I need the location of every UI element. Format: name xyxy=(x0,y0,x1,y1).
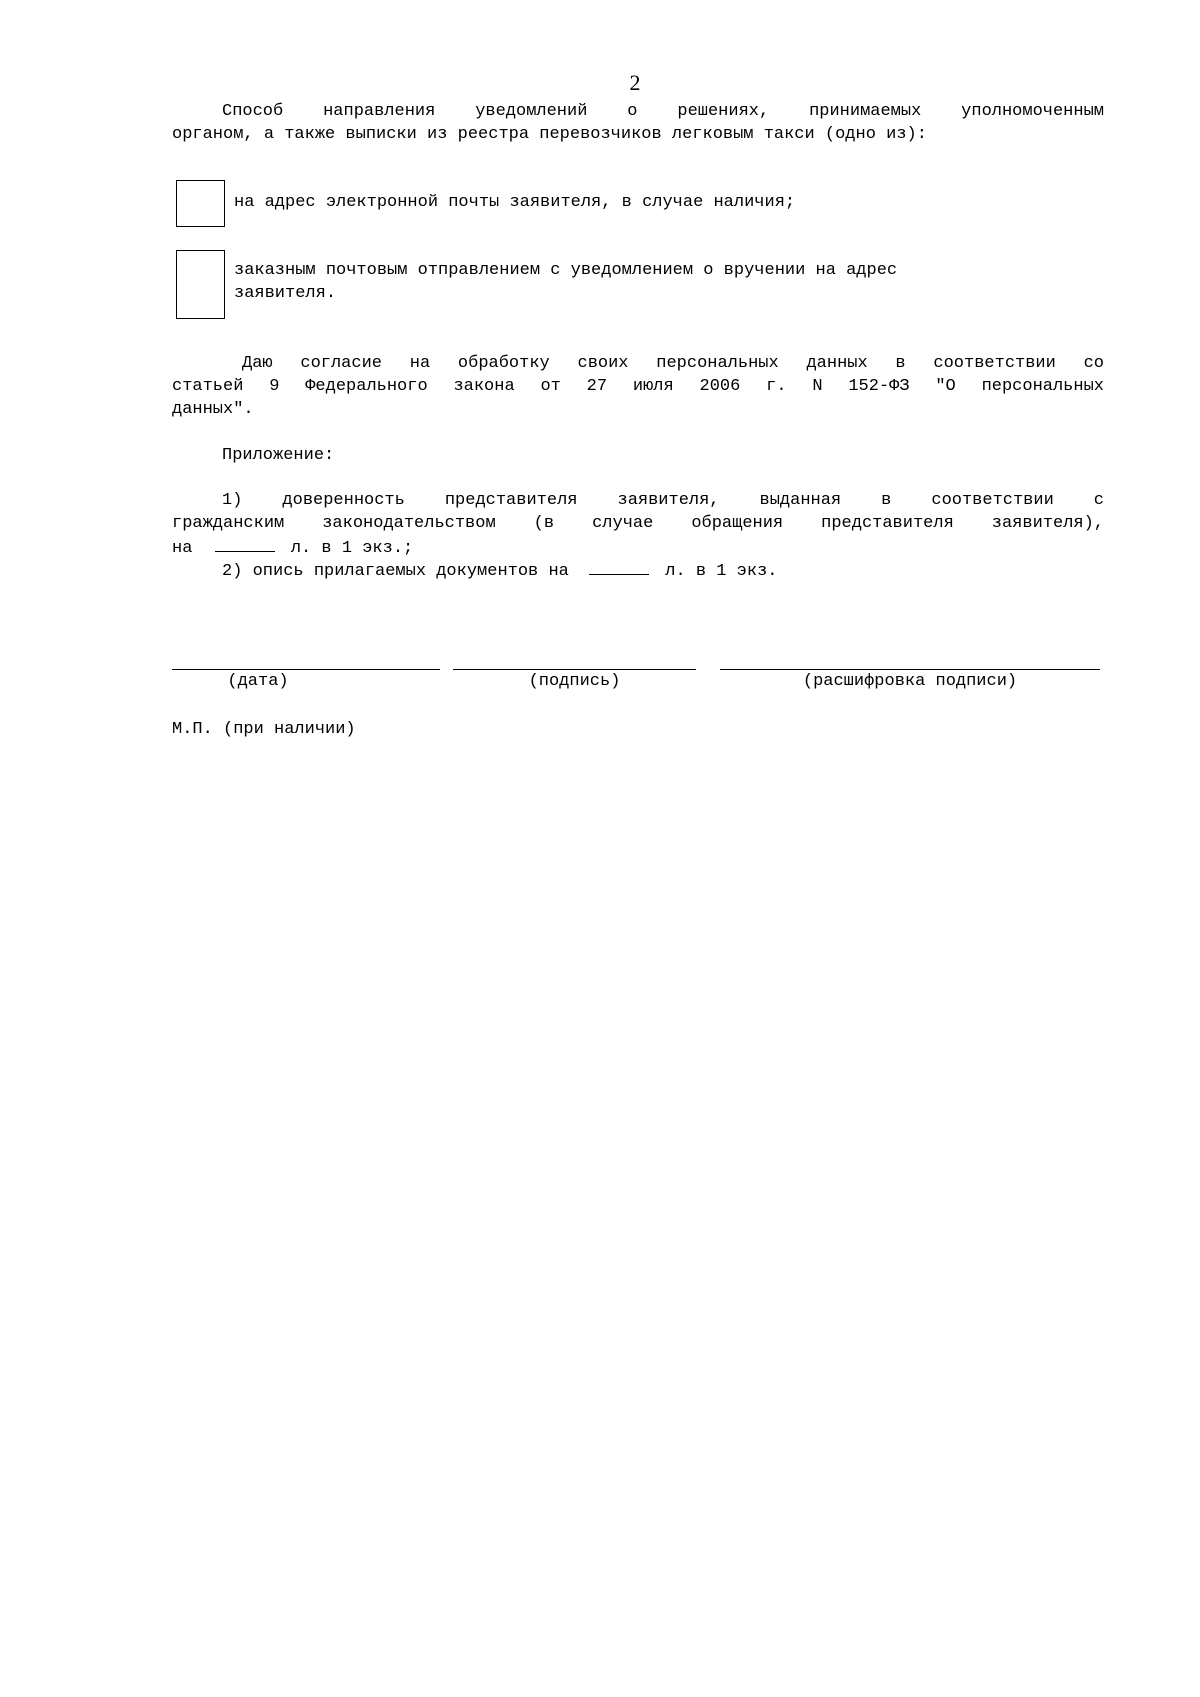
date-label: (дата) xyxy=(227,672,289,691)
delivery-method-intro xyxy=(172,100,1104,146)
signature-line[interactable] xyxy=(453,669,696,670)
consent-line-1: Даю согласие на обработку своих персональных данных в соответствии со xyxy=(242,354,1104,373)
attachment-item-1-suffix: л. в 1 экз.; xyxy=(290,539,414,558)
date-line[interactable] xyxy=(172,669,440,670)
consent-line-2: статьей 9 Федерального закона от 27 июля 2006 г. N 152-ФЗ "О персональных xyxy=(172,377,1104,396)
attachment-item-1-line-1: 1) доверенность представителя заявителя, выданная в соответствии с xyxy=(222,491,1104,510)
consent-paragraph xyxy=(172,352,1104,421)
delivery-intro-line-2: органом, а также выписки из реестра перевозчиков легковым такси (одно из): xyxy=(172,125,927,144)
option-email-label: на адрес электронной почты заявителя, в случае наличия; xyxy=(234,193,796,212)
attachment-item-1-line-3 xyxy=(172,535,1104,558)
signature-label: (подпись) xyxy=(528,672,621,691)
attachment-item-1-prefix: на xyxy=(172,539,193,558)
delivery-intro-line-1: Способ направления уведомлений о решениях, принимаемых уполномоченным xyxy=(222,102,1104,121)
sheets-count-field-1[interactable] xyxy=(215,535,275,552)
checkbox-email[interactable] xyxy=(176,180,225,227)
attachment-item-1-line-2: гражданским законодательством (в случае обращения представителя заявителя), xyxy=(172,514,1104,533)
attachments-list xyxy=(172,489,1104,581)
sheets-count-field-2[interactable] xyxy=(589,558,649,575)
attachment-item-2-suffix: л. в 1 экз. xyxy=(665,562,778,581)
signature-decode-line[interactable] xyxy=(720,669,1100,670)
checkbox-mail[interactable] xyxy=(176,250,225,319)
option-mail-label-line-2: заявителя. xyxy=(234,284,337,303)
attachment-item-2-prefix: 2) опись прилагаемых документов на xyxy=(222,562,569,581)
option-mail-label-line-1: заказным почтовым отправлением с уведомлением о вручении на адрес xyxy=(234,261,898,280)
consent-line-3: данных". xyxy=(172,400,254,419)
attachments-heading: Приложение: xyxy=(222,446,335,465)
signature-decode-label: (расшифровка подписи) xyxy=(802,672,1018,691)
stamp-note: М.П. (при наличии) xyxy=(172,720,356,739)
attachments-section xyxy=(172,444,1104,467)
attachment-item-2 xyxy=(172,558,1104,581)
page-number: 2 xyxy=(629,70,641,95)
